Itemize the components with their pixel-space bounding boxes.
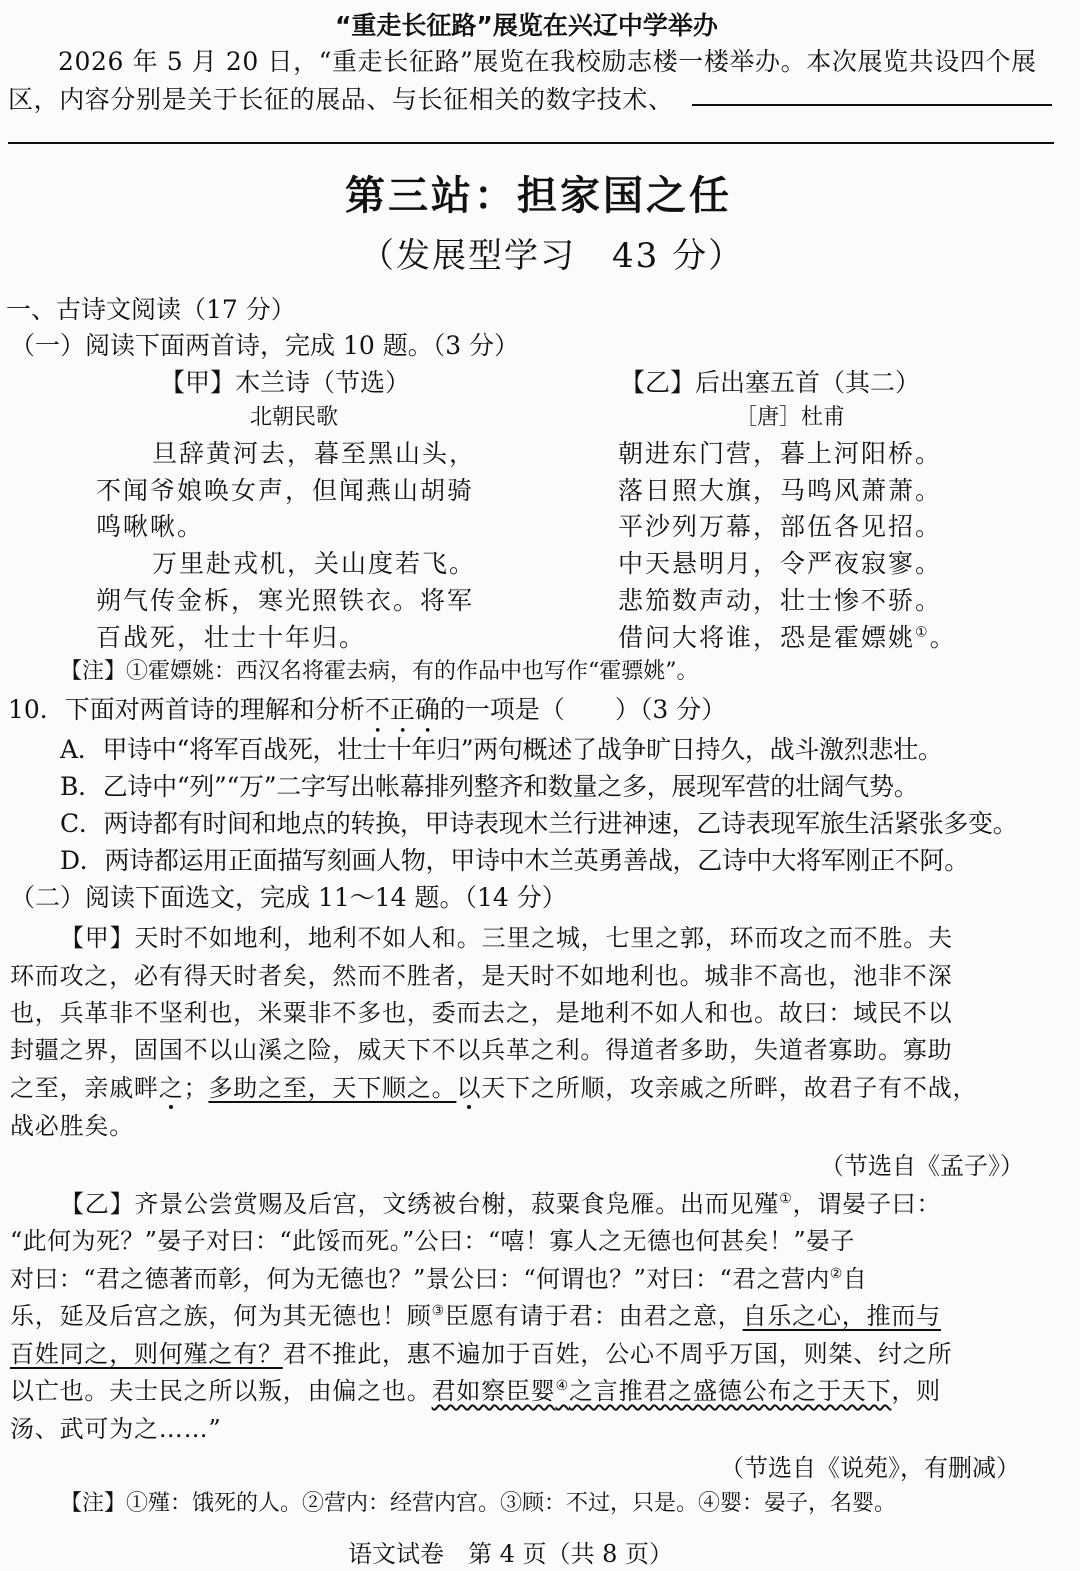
text-yi-line bbox=[10, 1296, 941, 1331]
page-footer: 语文试卷 第 4 页（共 8 页） bbox=[348, 1540, 674, 1568]
station-title: 第三站：担家国之任 bbox=[345, 173, 732, 219]
text-jia-line bbox=[10, 1068, 977, 1103]
poem-note: 【注】①霍嫖姚：西汉名将霍去病，有的作品中也写作“霍骠姚”。 bbox=[60, 659, 699, 684]
intro-line-1: 2026 年 5 月 20 日，“重走长征路”展览在我校励志楼一楼举办。本次展览共设四个展 bbox=[58, 47, 1037, 76]
option-d: D．两诗都运用正面描写刻画人物，甲诗中木兰英勇善战，乙诗中大将军刚正不阿。 bbox=[60, 846, 969, 875]
yi-l4-a: 乐，延及后宫之族，何为其无德也！顾 bbox=[10, 1302, 432, 1330]
option-a: A．甲诗中“将军百战死，壮士十年归”两句概述了战争旷日持久，战斗激烈悲壮。 bbox=[60, 735, 943, 764]
poem-yi-line: 平沙列万幕，部伍各见招。 bbox=[618, 512, 943, 541]
station-subtitle: （发展型学习 43 分） bbox=[360, 236, 745, 276]
poem-jia-line: 万里赴戎机，关山度若飞。 bbox=[152, 549, 477, 578]
poem-yi-line: 落日照大旗，马鸣风萧萧。 bbox=[618, 476, 943, 505]
text-note: 【注】①殣：饿死的人。②营内：经营内宫。③顾：不过，只是。④婴：晏子，名婴。 bbox=[60, 1491, 897, 1516]
yi-l5-b: 君不推此，惠不遍加于百姓，公心不周乎万国，则桀、纣之所 bbox=[282, 1340, 953, 1368]
underlined-sentence: 多助之至，天下顺之。 bbox=[208, 1074, 457, 1102]
text-jia-line: 环而攻之，必有得天时者矣，然而不胜者，是天时不如地利也。城非不高也，池非不深 bbox=[10, 962, 953, 990]
emphasis-char: 之 bbox=[158, 1074, 184, 1102]
wavy-underlined-sentence bbox=[432, 1377, 892, 1405]
source-yi: （节选自《说苑》，有删减） bbox=[720, 1454, 1020, 1482]
jia-l5-a: 之至，亲戚畔 bbox=[10, 1074, 159, 1102]
poem-yi-line: 朝进东门营，暮上河阳桥。 bbox=[618, 439, 943, 468]
poem-yi-line bbox=[618, 618, 957, 654]
yi-l6-w2: 之言推君之盛德公布之于天下 bbox=[568, 1377, 892, 1405]
poem-jia-line: 百战死，壮士十年归。 bbox=[96, 623, 367, 652]
answer-blank-1 bbox=[692, 104, 1052, 106]
poem-yi-title: 【乙】后出塞五首（其二） bbox=[620, 368, 921, 397]
jia-l5-b: ； bbox=[183, 1074, 209, 1102]
q10-stem-c: 的一项是（ ）（3 分） bbox=[439, 695, 727, 724]
jia-l5-c: 天下之所顺，攻亲戚之所畔，故君子有不战， bbox=[481, 1074, 978, 1102]
part1-heading: （一）阅读下面两首诗，完成 10 题。（3 分） bbox=[10, 331, 520, 360]
text-jia-line: 封疆之界，固国不以山溪之险，威天下不以兵革之利。得道者多助，失道者寡助。寡助 bbox=[10, 1036, 953, 1064]
text-jia-line: 战必胜矣。 bbox=[10, 1112, 134, 1140]
poem-jia-title: 【甲】木兰诗（节选） bbox=[160, 368, 411, 397]
yi-l1-a: 【乙】齐景公尝赏赐及后宫，文绣被台榭，菽粟食凫雁。出而见殣 bbox=[60, 1190, 780, 1218]
article-headline: “重走长征路”展览在兴辽中学举办 bbox=[335, 11, 718, 40]
poem-jia-line: 不闻爷娘唤女声，但闻燕山胡骑 bbox=[96, 476, 475, 505]
q10-stem-a: 10．下面对两首诗的理解和分析 bbox=[8, 695, 365, 724]
footnote-marker: ④ bbox=[555, 1378, 569, 1394]
underlined-sentence: 百姓同之，则何殣之有？ bbox=[10, 1340, 283, 1368]
poem-jia-line: 旦辞黄河去，暮至黑山头， bbox=[152, 439, 477, 468]
option-c: C．两诗都有时间和地点的转换，甲诗表现木兰行进神速，乙诗表现军旅生活紧张多变。 bbox=[60, 809, 1018, 838]
text-jia-line: 【甲】天时不如地利，地利不如人和。三里之城，七里之郭，环而攻之而不胜。夫 bbox=[60, 924, 953, 952]
poem-yi-line: 中天悬明月，令严夜寂寥。 bbox=[618, 549, 943, 578]
footnote-marker: ① bbox=[915, 624, 930, 641]
yi-l3-a: 对曰：“君之德著而彰，何为无德也？”景公曰：“何谓也？”对曰：“君之营内 bbox=[10, 1265, 830, 1293]
emphasis-char: 以 bbox=[456, 1074, 482, 1102]
section-heading: 一、古诗文阅读（17 分） bbox=[6, 295, 296, 324]
footnote-marker: ③ bbox=[431, 1303, 445, 1319]
footnote-marker: ② bbox=[829, 1266, 843, 1282]
poem-yi-line: 悲笳数声动，壮士惨不骄。 bbox=[618, 586, 943, 615]
text-jia-line: 也，兵革非不坚利也，米粟非不多也，委而去之，是地利不如人和也。故曰：域民不以 bbox=[10, 999, 953, 1027]
text-yi-line bbox=[10, 1334, 952, 1369]
poem-jia-author: 北朝民歌 bbox=[250, 405, 339, 430]
yi-l6-w1: 君如察臣婴 bbox=[431, 1377, 556, 1405]
yi-l6-b: ，则 bbox=[891, 1377, 941, 1405]
option-b: B．乙诗中“列”“万”二字写出帐幕排列整齐和数量之多，展现军营的壮阔气势。 bbox=[60, 772, 919, 801]
footnote-marker: ① bbox=[779, 1191, 793, 1207]
yi-l4-b: 臣愿有请于君：由君之意， bbox=[444, 1302, 743, 1330]
yi-l6-a: 以亡也。夫士民之所以叛，由偏之也。 bbox=[10, 1377, 432, 1405]
poem-jia-line: 朔气传金柝，寒光照铁衣。将军 bbox=[96, 586, 475, 615]
poem-yi-last-end: 。 bbox=[929, 623, 957, 652]
yi-l3-b: 自 bbox=[842, 1265, 868, 1293]
poem-jia-line: 鸣啾啾。 bbox=[96, 512, 205, 541]
intro-line-2: 区，内容分别是关于长征的展品、与长征相关的数字技术、 bbox=[8, 85, 674, 114]
yi-l1-b: ，谓晏子曰： bbox=[792, 1190, 942, 1218]
text-yi-line: 汤、武可为之……” bbox=[10, 1415, 222, 1443]
part2-heading: （二）阅读下面选文，完成 11～14 题。（14 分） bbox=[10, 883, 567, 912]
q10-emphasis: 不正确 bbox=[364, 695, 440, 724]
underlined-sentence: 自乐之心，推而与 bbox=[742, 1302, 941, 1330]
answer-blank-2 bbox=[8, 142, 1054, 144]
text-yi-line bbox=[10, 1371, 941, 1406]
text-yi-line bbox=[10, 1259, 867, 1294]
text-yi-line: “此何为死？”晏子对曰：“此馁而死。”公曰：“嘻！寡人之无德也何甚矣！”晏子 bbox=[10, 1227, 855, 1255]
text-yi-line bbox=[60, 1184, 941, 1219]
poem-yi-last-text: 借问大将谁，恐是霍嫖姚 bbox=[618, 623, 916, 652]
poem-yi-author: ［唐］杜甫 bbox=[735, 405, 846, 430]
source-jia: （节选自《孟子》） bbox=[820, 1152, 1024, 1180]
